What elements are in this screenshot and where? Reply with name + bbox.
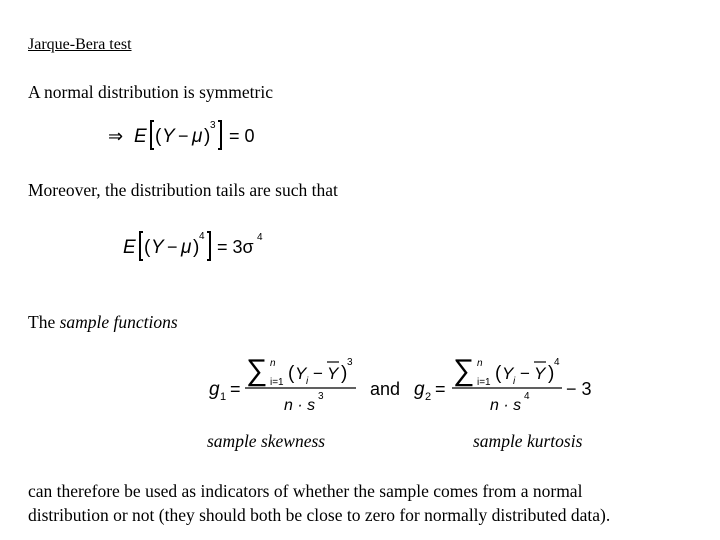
open-paren: ( <box>155 126 162 147</box>
minus-sign: − <box>178 126 189 146</box>
right-bracket <box>207 232 210 260</box>
y-subscript: i <box>306 376 309 387</box>
equals-zero: = 0 <box>229 126 255 146</box>
mu-symbol: μ <box>192 126 203 147</box>
minus-sign: − <box>167 237 178 257</box>
g1-symbol: g <box>209 379 220 400</box>
symmetry-statement: A normal distribution is symmetric <box>28 82 273 102</box>
implies-symbol: ⇒ <box>108 126 124 146</box>
variable-y: Y <box>151 237 164 258</box>
sum-lower: i=1 <box>270 377 284 388</box>
close-paren: ) <box>341 363 348 384</box>
power-4: 4 <box>554 357 560 368</box>
sum-upper: n <box>270 358 276 369</box>
open-paren: ( <box>495 363 502 384</box>
sum-lower: i=1 <box>477 377 491 388</box>
caption-kurtosis: sample kurtosis <box>473 431 583 451</box>
sum-upper: n <box>477 358 483 369</box>
variable-y: Y <box>162 126 175 147</box>
variable-y: Y <box>295 364 307 383</box>
minus-sign: − <box>313 364 323 383</box>
open-paren: ( <box>288 363 295 384</box>
variable-y-bar: Y <box>327 364 339 383</box>
skewness-formula <box>209 354 356 414</box>
close-paren: ) <box>548 363 555 384</box>
equals-sign: = <box>435 379 446 399</box>
symmetry-equation <box>108 120 255 149</box>
g2-subscript: 2 <box>425 391 432 403</box>
equals-sign: = <box>230 379 241 399</box>
slide-title: Jarque-Bera test <box>28 36 132 53</box>
s-power-3: 3 <box>318 391 324 402</box>
denominator: n · s <box>284 397 316 414</box>
power-3: 3 <box>347 357 353 368</box>
sigma-power: 4 <box>257 232 263 243</box>
kurtosis-formula <box>414 354 592 414</box>
conclusion-paragraph <box>28 479 708 527</box>
left-bracket <box>151 121 154 149</box>
sum-symbol: ∑ <box>453 354 475 387</box>
paragraph-line-1: can therefore be used as indicators of whether the sample comes from a normal <box>28 481 583 501</box>
variable-y: Y <box>502 364 514 383</box>
statement-prefix: The <box>28 312 60 332</box>
close-paren: ) <box>204 126 211 147</box>
minus-sign: − <box>520 364 530 383</box>
minus-three: − 3 <box>566 379 592 399</box>
expectation-symbol: E <box>123 237 136 258</box>
tails-equation <box>123 231 263 260</box>
caption-skewness: sample skewness <box>207 431 326 451</box>
equals-three-sigma: = 3σ <box>217 237 254 257</box>
mu-symbol: μ <box>181 237 192 258</box>
paragraph-line-2: distribution or not (they should both be close to zero for normally distributed data). <box>28 505 611 525</box>
and-word: and <box>370 379 401 399</box>
expectation-symbol: E <box>134 126 147 147</box>
close-paren: ) <box>193 237 200 258</box>
statement-emphasis: sample functions <box>59 312 178 332</box>
denominator: n · s <box>490 397 522 414</box>
variable-y-bar: Y <box>534 364 546 383</box>
power-3: 3 <box>210 120 216 131</box>
y-subscript: i <box>513 376 516 387</box>
right-bracket <box>218 121 221 149</box>
sum-symbol: ∑ <box>246 354 268 387</box>
g1-subscript: 1 <box>220 391 227 403</box>
open-paren: ( <box>144 237 151 258</box>
tails-statement: Moreover, the distribution tails are such that <box>28 180 338 200</box>
s-power-4: 4 <box>524 391 530 402</box>
g2-symbol: g <box>414 379 425 400</box>
power-4: 4 <box>199 231 205 242</box>
left-bracket <box>140 232 143 260</box>
